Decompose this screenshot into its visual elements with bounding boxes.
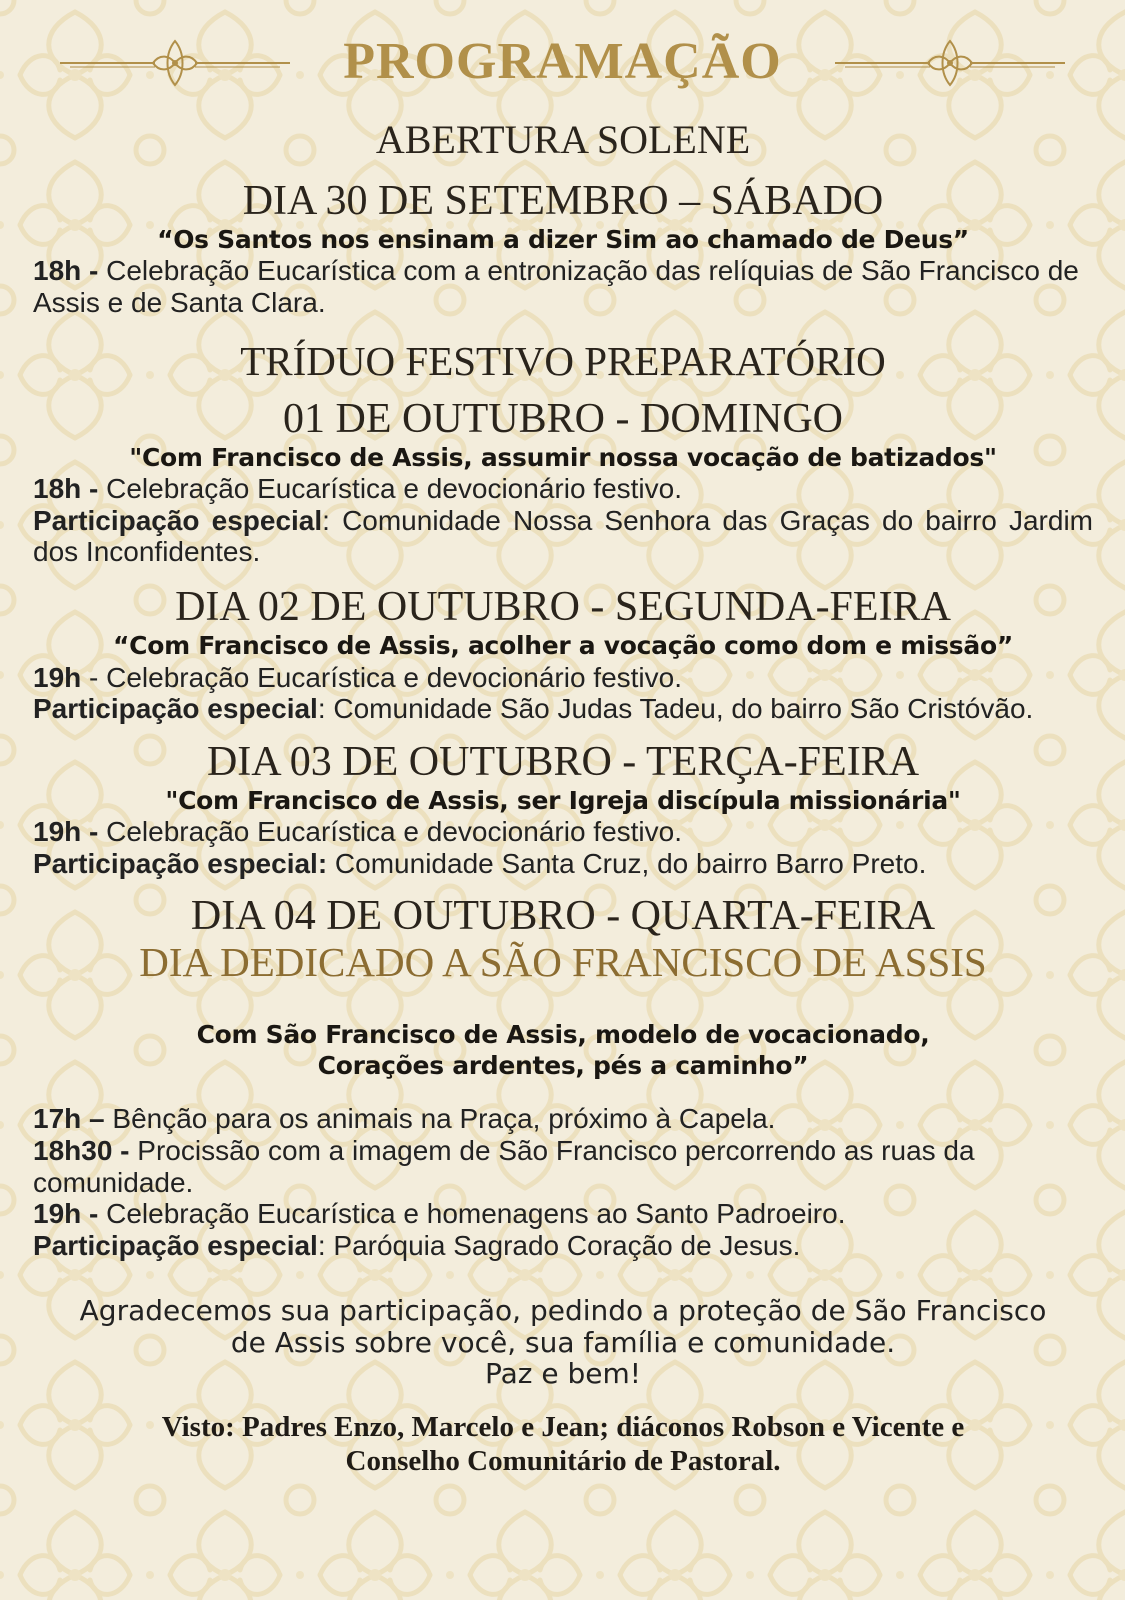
day2-participation-label: Participação especial — [33, 693, 318, 725]
day4-item2-time: 18h30 - — [33, 1134, 130, 1166]
day3-schedule — [33, 816, 1093, 848]
opening-time: 18h - — [33, 255, 99, 287]
page-title: PROGRAMAÇÃO — [343, 33, 782, 90]
triduum-heading: TRÍDUO FESTIVO PREPARATÓRIO — [240, 337, 886, 384]
day1-schedule — [33, 473, 1093, 505]
program-content — [33, 118, 1093, 1479]
day4-item3 — [33, 1198, 1093, 1230]
closing-line1: Agradecemos sua participação, pedindo a proteção de São Francisco — [79, 1294, 1047, 1328]
opening-heading: ABERTURA SOLENE — [375, 117, 751, 162]
day2-schedule — [33, 662, 1093, 694]
day4-item3-text: Celebração Eucarística e homenagens ao Santo Padroeiro. — [98, 1198, 846, 1230]
day2-text: - Celebração Eucarística e devocionário festivo. — [81, 661, 682, 693]
opening-text: Celebração Eucarística com a entronização das relíquias de São Francisco de Assis e de Santa Clara. — [33, 255, 1079, 319]
opening-theme: “Os Santos nos ensinam a dizer Sim ao chamado de Deus” — [157, 225, 969, 255]
day4-item1-time: 17h – — [33, 1103, 105, 1135]
day3-participation-text: Comunidade Santa Cruz, do bairro Barro Preto. — [327, 847, 927, 879]
opening-day-heading: DIA 30 DE SETEMBRO – SÁBADO — [242, 178, 884, 224]
day1-theme: "Com Francisco de Assis, assumir nossa vocação de batizados" — [129, 442, 997, 472]
day4-item2 — [33, 1135, 1093, 1198]
signature-line2: Conselho Comunitário de Pastoral. — [345, 1445, 781, 1478]
day4-heading: DIA 04 DE OUTUBRO - QUARTA-FEIRA — [190, 893, 936, 940]
day4-theme-line2: Corações ardentes, pés a caminho” — [317, 1051, 809, 1080]
day4-item1 — [33, 1103, 1093, 1135]
closing-line2: de Assis sobre você, sua família e comunidade. — [230, 1325, 896, 1359]
day1-text: Celebração Eucarística e devocionário festivo. — [106, 473, 682, 505]
day1-time: 18h - — [33, 473, 99, 505]
day2-participation-text: : Comunidade São Judas Tadeu, do bairro São Cristóvão. — [317, 693, 1034, 725]
day4-dedication: DIA DEDICADO A SÃO FRANCISCO DE ASSIS — [139, 938, 987, 985]
day3-heading: DIA 03 DE OUTUBRO - TERÇA-FEIRA — [206, 738, 920, 785]
day3-participation — [33, 848, 1093, 880]
day1-participation-label: Participação especial — [33, 504, 323, 536]
signature-line1: Visto: Padres Enzo, Marcelo e Jean; diáconos Robson e Vicente e — [161, 1411, 965, 1444]
opening-schedule — [33, 255, 1093, 318]
day1-participation-text: : Comunidade Nossa Senhora das Graças do bairro Jardim dos Inconfidentes. — [33, 504, 1094, 568]
day3-time: 19h - — [33, 816, 99, 848]
day3-theme: "Com Francisco de Assis, ser Igreja discípula missionária" — [165, 785, 961, 815]
day4-item3-time: 19h - — [33, 1198, 99, 1230]
day3-participation-label: Participação especial: — [33, 847, 328, 879]
day1-participation — [33, 505, 1093, 568]
day2-time: 19h — [33, 661, 82, 693]
day2-theme: “Com Francisco de Assis, acolher a vocação como dom e missão” — [113, 631, 1013, 661]
day4-participation-label: Participação especial — [33, 1229, 318, 1261]
day4-theme-line1: Com São Francisco de Assis, modelo de vocacionado, — [196, 1019, 930, 1049]
closing-line3: Paz e bem! — [484, 1357, 641, 1391]
day4-item1-text: Bênção para os animais na Praça, próximo à Capela. — [104, 1103, 776, 1135]
day2-heading: DIA 02 DE OUTUBRO - SEGUNDA-FEIRA — [175, 584, 951, 631]
day4-participation — [33, 1230, 1093, 1262]
day4-participation-text: : Paróquia Sagrado Coração de Jesus. — [317, 1229, 801, 1261]
day3-text: Celebração Eucarística e devocionário festivo. — [106, 816, 682, 848]
day4-item2-text: Procissão com a imagem de São Francisco percorrendo as ruas da comunidade. — [33, 1134, 975, 1198]
day1-heading: 01 DE OUTUBRO - DOMINGO — [283, 395, 843, 442]
day2-participation — [33, 693, 1093, 725]
